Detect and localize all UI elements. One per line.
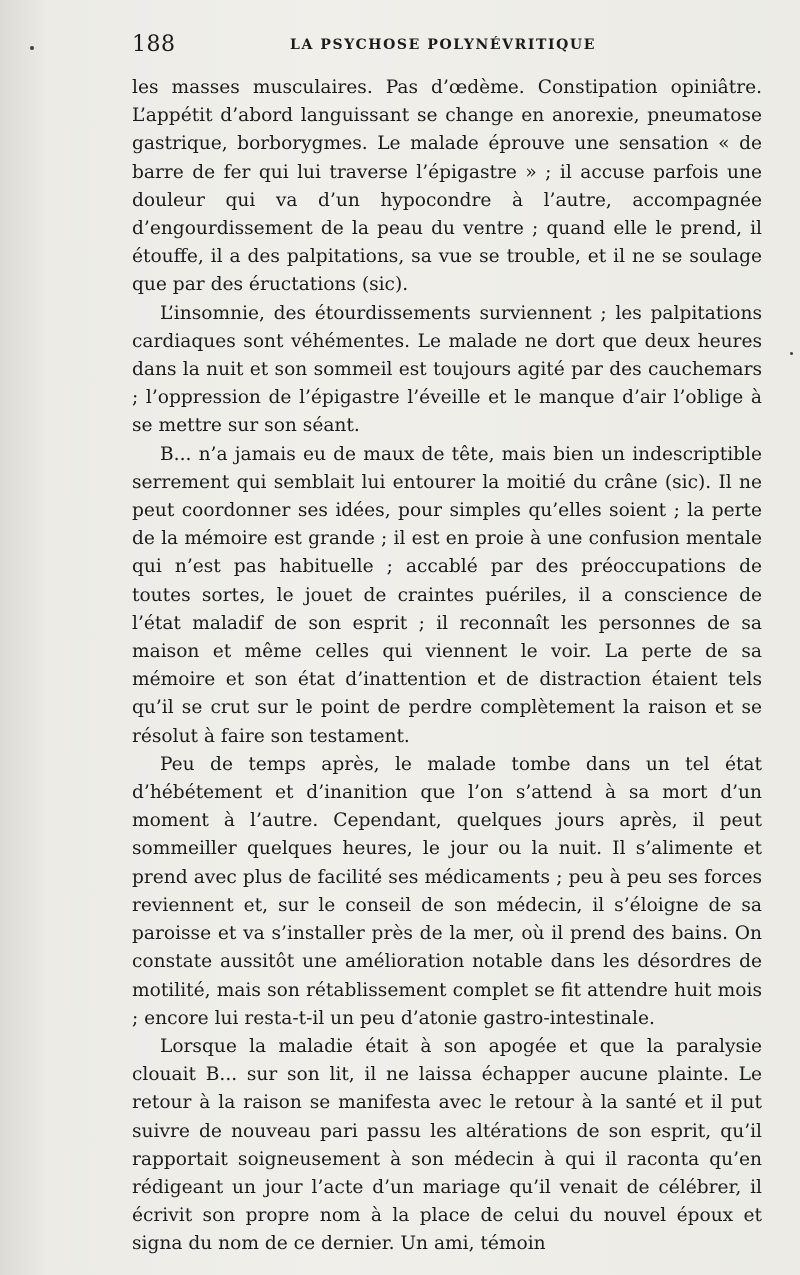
body-text: [132, 74, 762, 1259]
paragraph: L’insomnie, des étourdissements surviennent ; les palpitations cardiaques sont véhémentes. Le malade ne dort que deux heures dans la nuit et son sommeil est toujours agité par des cauchemars ; l’oppression de l’épigastre l’éveille et le manque d’air l’oblige à se mettre sur son séant.: [132, 302, 762, 437]
print-speck: [790, 352, 793, 355]
paragraph: Lorsque la maladie était à son apogée et que la paralysie clouait B... sur son lit, il ne laissa échapper aucune plainte. Le retour à la raison se manifesta avec le retour à la santé et il put suivre de nouveau pari passu les altérations de son esprit, qu’il rapportait soigneusement à son médecin à qui il raconta qu’en rédigeant un jour l’acte d’un mariage qu’il venait de célébrer, il écrivit son propre nom à la place de celui du nouvel époux et signa du nom de ce dernier. Un ami, témoin: [132, 1035, 762, 1255]
print-speck: [30, 46, 34, 50]
running-title: LA PSYCHOSE POLYNÉVRITIQUE: [290, 37, 597, 53]
paragraph: Peu de temps après, le malade tombe dans un tel état d’hébétement et d’inanition que l’on s’attend à sa mort d’un moment à l’autre. Cependant, quelques jours après, il peut sommeiller quelques heures, le jour ou la nuit. Il s’alimente et prend avec plus de facilité ses médicaments ; peu à peu ses forces reviennent et, sur le conseil de son médecin, il s’éloigne de sa paroisse et va s’installer près de la mer, où il prend des bains. On constate aussitôt une amélioration notable dans les désordres de motilité, mais son rétablissement complet se fit attendre huit mois ; encore lui resta-t-il un peu d’atonie gastro-intestinale.: [132, 753, 762, 1029]
page-header: [132, 30, 762, 74]
paragraph: les masses musculaires. Pas d’œdème. Constipation opiniâtre. L’appétit d’abord languissant se change en anorexie, pneumatose gastrique, borborygmes. Le malade éprouve une sensation « de barre de fer qui lui traverse l’épigastre » ; il accuse parfois une douleur qui va d’un hypocondre à l’autre, accompagnée d’engourdissement de la peau du ventre ; quand elle le prend, il étouffe, il a des palpitations, sa vue se trouble, et il ne se soulage que par des éructations (sic).: [132, 77, 762, 296]
paragraph: B... n’a jamais eu de maux de tête, mais bien un indescriptible serrement qui semblait lui entourer la moitié du crâne (sic). Il ne peut coordonner ses idées, pour simples qu’elles soient ; la perte de la mémoire est grande ; il est en proie à une confusion mentale qui n’est pas habituelle ; accablé par des préoccupations de toutes sortes, le jouet de craintes puériles, il a conscience de l’état maladif de son esprit ; il reconnaît les personnes de sa maison et même celles qui viennent le voir. La perte de sa mémoire et son état d’inattention et de distraction étaient tels qu’il se crut sur le point de perdre complètement la raison et se résolut à faire son testament.: [132, 443, 762, 747]
page-number: 188: [132, 32, 176, 57]
